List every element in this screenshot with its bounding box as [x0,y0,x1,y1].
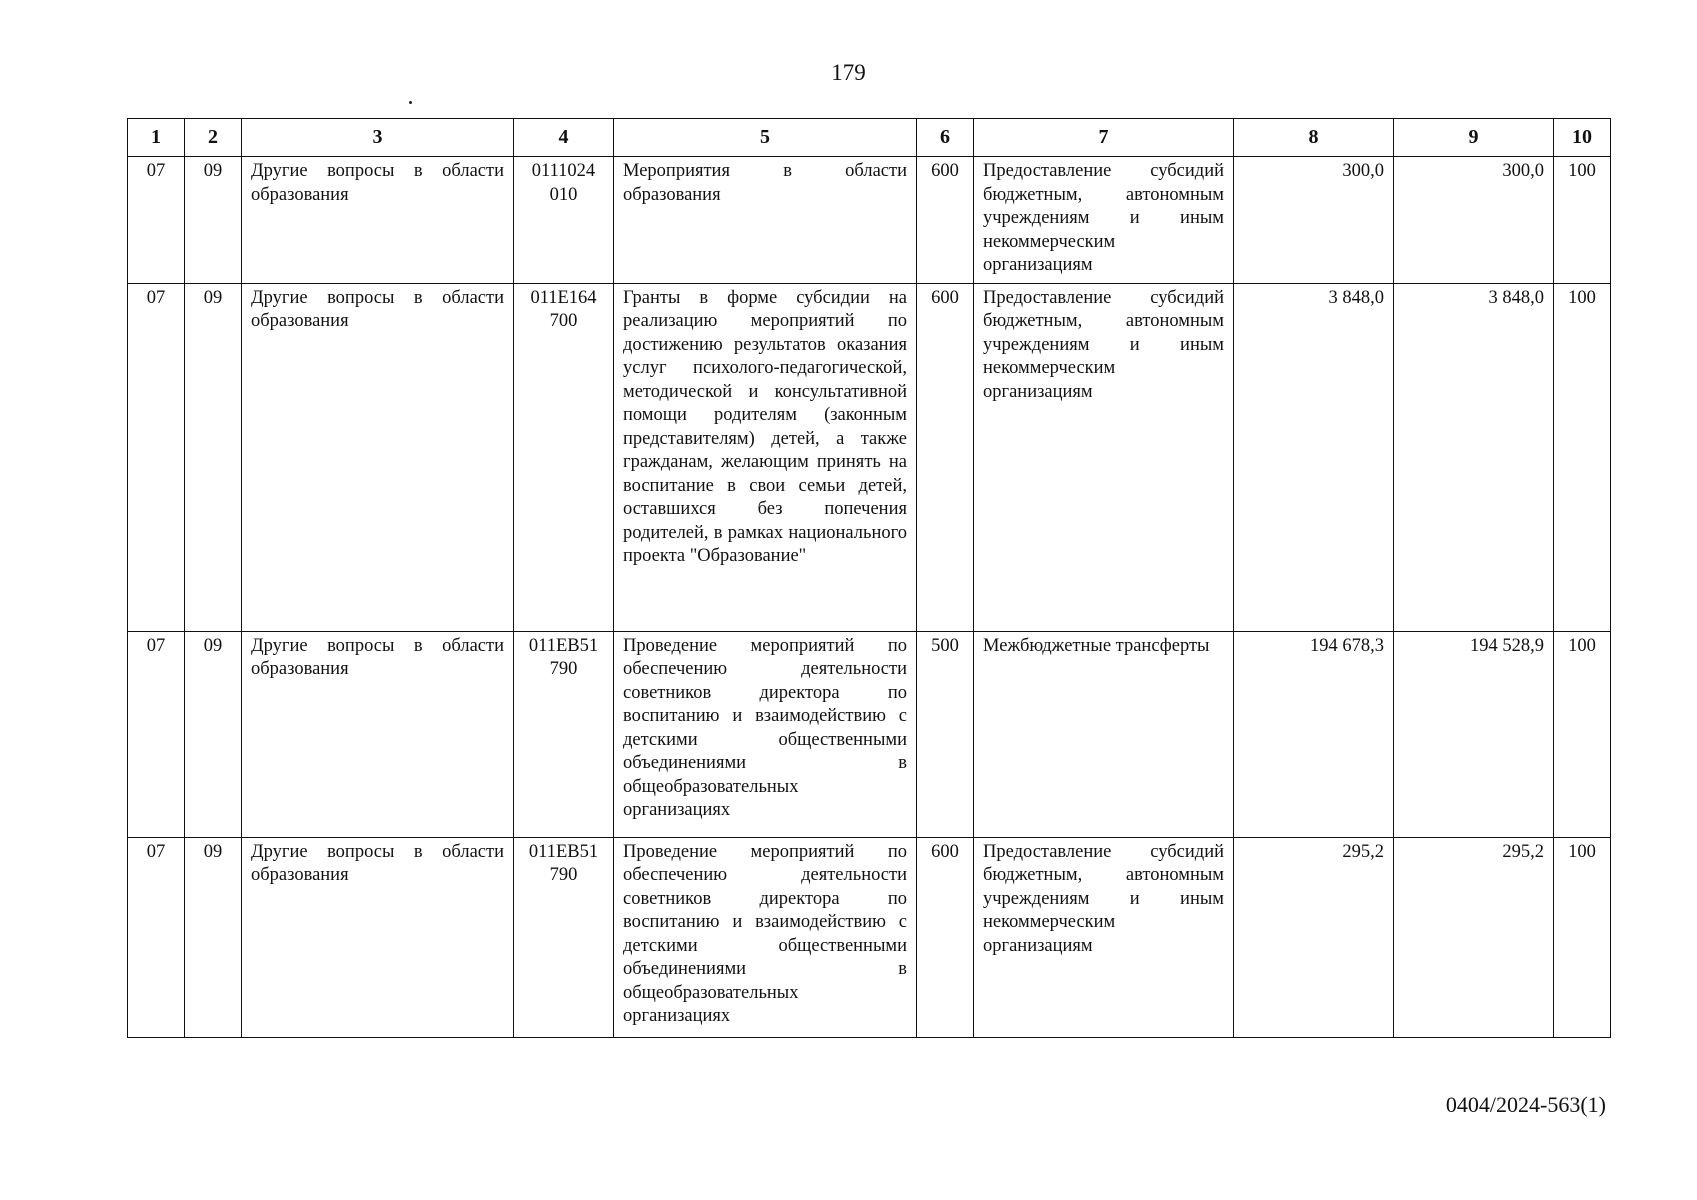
target-code-cell: 011EB51 790 [514,837,614,1037]
percent-cell: 100 [1554,837,1611,1037]
header-cell-10: 10 [1554,119,1611,157]
section-cell: 07 [128,837,185,1037]
expense-type-cell: 600 [917,157,974,284]
budget-table [127,118,1611,1038]
page-number: 179 [831,60,866,85]
header-cell-4: 4 [514,119,614,157]
subsection-cell: 09 [185,837,242,1037]
plan-cell: 300,0 [1234,157,1394,284]
expense-type-cell: 600 [917,283,974,631]
section-cell: 07 [128,631,185,837]
header-cell-1: 1 [128,119,185,157]
table-row [128,631,1611,837]
table-row [128,837,1611,1037]
document-code: 0404/2024-563(1) [1445,1092,1606,1117]
expense-type-cell: 500 [917,631,974,837]
plan-cell: 3 848,0 [1234,283,1394,631]
description-cell: Проведение мероприятий по обеспечению деятельности советников директора по воспитанию и взаимодействию с детскими общественными объединениями в общеобразовательных организациях [614,631,917,837]
description-cell: Мероприятия в области образования [614,157,917,284]
subsection-cell: 09 [185,283,242,631]
header-cell-5: 5 [614,119,917,157]
expense-name-cell: Предоставление субсидий бюджетным, автономным учреждениям и иным некоммерческим организациям [974,283,1234,631]
name-cell: Другие вопросы в области образования [242,631,514,837]
percent-cell: 100 [1554,283,1611,631]
actual-cell: 194 528,9 [1394,631,1554,837]
expense-name-cell: Предоставление субсидий бюджетным, автономным учреждениям и иным некоммерческим организациям [974,837,1234,1037]
description-cell: Гранты в форме субсидии на реализацию мероприятий по достижению результатов оказания услуг психолого-педагогической, методической и консультативной помощи родителям (законным представителям) детей, а также гражданам, желающим принять на воспитание в свои семьи детей, оставшихся без попечения родителей, в рамках национального проекта "Образование" [614,283,917,631]
table-row [128,157,1611,284]
target-code-cell: 011E164 700 [514,283,614,631]
expense-type-cell: 600 [917,837,974,1037]
header-cell-9: 9 [1394,119,1554,157]
percent-cell: 100 [1554,631,1611,837]
plan-cell: 194 678,3 [1234,631,1394,837]
subsection-cell: 09 [185,631,242,837]
actual-cell: 295,2 [1394,837,1554,1037]
name-cell: Другие вопросы в области образования [242,157,514,284]
section-cell: 07 [128,283,185,631]
header-row [128,119,1611,157]
header-cell-2: 2 [185,119,242,157]
actual-cell: 300,0 [1394,157,1554,284]
name-cell: Другие вопросы в области образования [242,837,514,1037]
plan-cell: 295,2 [1234,837,1394,1037]
section-cell: 07 [128,157,185,284]
percent-cell: 100 [1554,157,1611,284]
expense-name-cell: Предоставление субсидий бюджетным, автономным учреждениям и иным некоммерческим организациям [974,157,1234,284]
name-cell: Другие вопросы в области образования [242,283,514,631]
header-cell-3: 3 [242,119,514,157]
table-row [128,283,1611,631]
target-code-cell: 0111024 010 [514,157,614,284]
scan-speck [409,101,412,104]
target-code-cell: 011EB51 790 [514,631,614,837]
subsection-cell: 09 [185,157,242,284]
header-cell-7: 7 [974,119,1234,157]
description-cell: Проведение мероприятий по обеспечению деятельности советников директора по воспитанию и взаимодействию с детскими общественными объединениями в общеобразовательных организациях [614,837,917,1037]
header-cell-6: 6 [917,119,974,157]
header-cell-8: 8 [1234,119,1394,157]
actual-cell: 3 848,0 [1394,283,1554,631]
expense-name-cell: Межбюджетные трансферты [974,631,1234,837]
